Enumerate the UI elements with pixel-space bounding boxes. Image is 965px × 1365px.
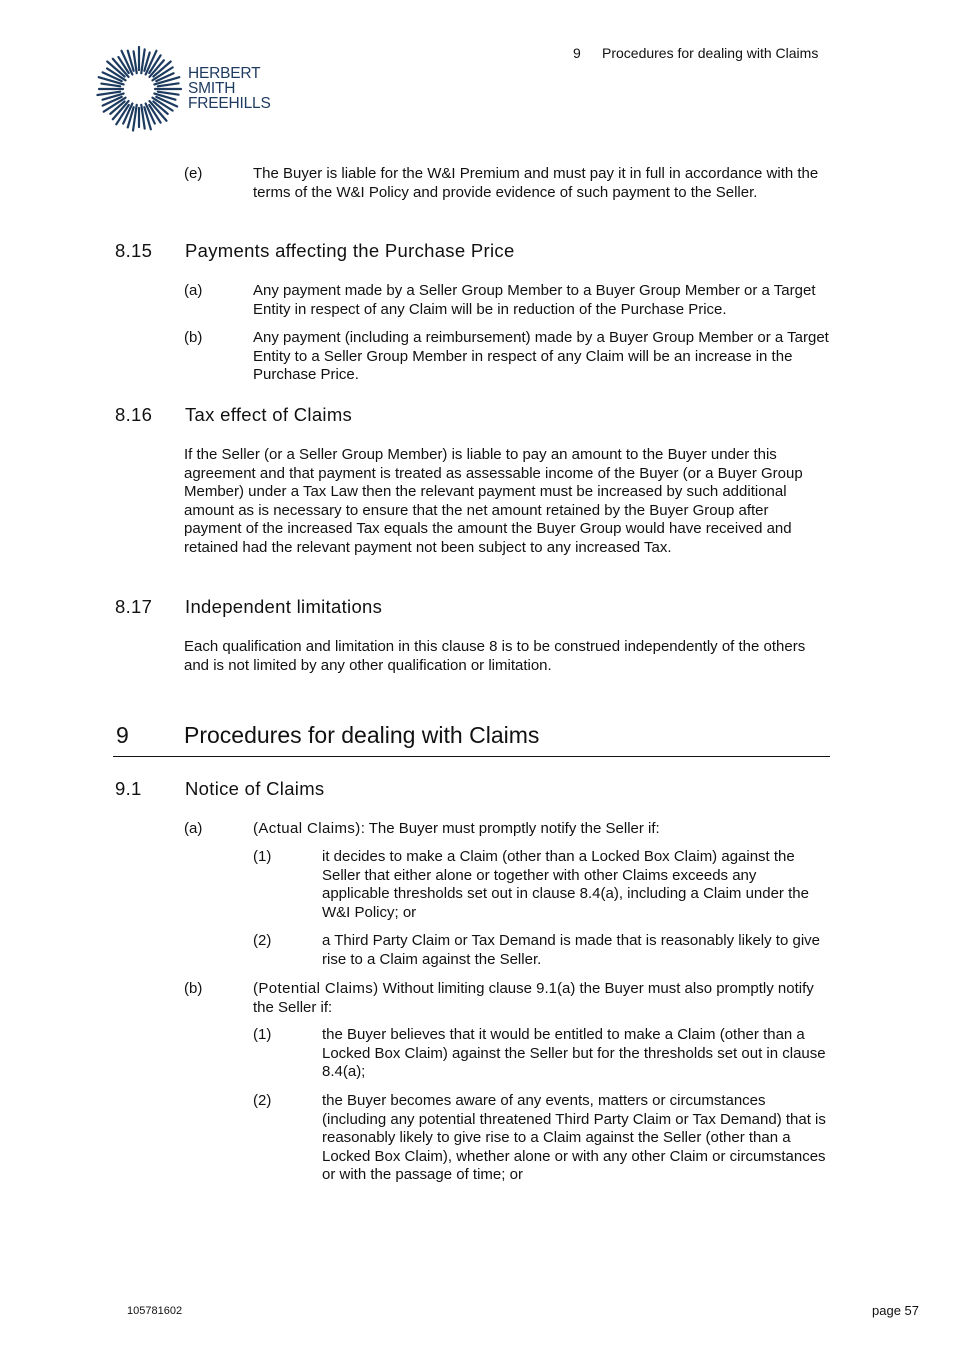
subitem-label: (2) xyxy=(253,1092,272,1109)
item-label: (a) xyxy=(184,282,203,299)
sunburst-icon xyxy=(96,46,182,132)
section-number: 8.15 xyxy=(115,240,153,261)
subitem-label: (1) xyxy=(253,848,272,865)
section-body: Each qualification and limitation in this clause 8 is to be construed independently of the others and is not limited by any other qualification or limitation. xyxy=(184,638,806,674)
firm-logo xyxy=(96,46,296,136)
subitem-text: the Buyer believes that it would be entitled to make a Claim (other than a Locked Box Claim) against the Seller but for the thresholds set out in clause 8.4(a); xyxy=(322,1026,826,1080)
subitem-label: (2) xyxy=(253,932,272,949)
logo-line-3: FREEHILLS xyxy=(188,95,271,112)
document-id: 105781602 xyxy=(127,1305,183,1317)
subitem-text: it decides to make a Claim (other than a Locked Box Claim) against the Seller that either alone or together with other Claims exceeds any applicable thresholds set out in clause 8.4(a), including a Claim under the W&I Policy; or xyxy=(322,848,809,921)
section-title: Tax effect of Claims xyxy=(185,404,353,425)
subitem-text: a Third Party Claim or Tax Demand is made that is reasonably likely to give rise to a Claim against the Seller. xyxy=(322,932,820,968)
logo-line-2: SMITH xyxy=(188,80,236,97)
running-header-title: Procedures for dealing with Claims xyxy=(602,45,819,61)
defined-term: (Actual Claims) xyxy=(253,820,361,837)
section-number: 8.16 xyxy=(115,404,153,425)
subitem-label: (1) xyxy=(253,1026,272,1043)
item-text: Any payment (including a reimbursement) made by a Buyer Group Member or a Target Entity to a Seller Group Member in respect of any Claim will be an increase in the Purchase Price. xyxy=(253,329,829,383)
item-text-rest: : The Buyer must promptly notify the Seller if: xyxy=(360,820,660,837)
section-number: 8.17 xyxy=(115,596,153,617)
defined-term: (Potential Claims) xyxy=(253,980,379,997)
section-title: Independent limitations xyxy=(185,596,383,617)
logo-wordmark xyxy=(188,66,271,111)
item-text xyxy=(253,820,828,839)
item-label: (b) xyxy=(184,980,203,997)
item-label: (e) xyxy=(184,165,203,182)
section-title: Payments affecting the Purchase Price xyxy=(185,240,515,261)
item-label: (a) xyxy=(184,820,203,837)
running-header xyxy=(573,45,818,61)
item-text: Any payment made by a Seller Group Member to a Buyer Group Member or a Target Entity in respect of any Claim will be in reduction of the Purchase Price. xyxy=(253,282,816,318)
section-body: If the Seller (or a Seller Group Member) is liable to pay an amount to the Buyer under this agreement and that payment is treated as assessable income of the Buyer (or a Buyer Group Member) under a Tax Law then the relevant payment must be increased by such additional amount as is necessary to ensure that the net amount retained by the Buyer Group after payment of the increased Tax equals the amount the Buyer Group would have received and retained had the relevant payment not been subject to any increased Tax. xyxy=(184,446,803,556)
chapter-number: 9 xyxy=(116,722,129,748)
item-text: The Buyer is liable for the W&I Premium and must pay it in full in accordance with the terms of the W&I Policy and provide evidence of such payment to the Seller. xyxy=(253,165,819,201)
running-header-number: 9 xyxy=(573,45,581,61)
item-label: (b) xyxy=(184,329,203,346)
section-number: 9.1 xyxy=(115,778,142,799)
chapter-heading-9 xyxy=(113,722,830,757)
logo-line-1: HERBERT xyxy=(188,65,261,82)
page-number: page 57 xyxy=(872,1303,919,1318)
chapter-title: Procedures for dealing with Claims xyxy=(184,722,540,748)
subitem-text: the Buyer becomes aware of any events, matters or circumstances (including any potential threatened Third Party Claim or Tax Demand) that is reasonably likely to give rise to a Claim against the Seller (other than a Locked Box Claim), whether alone or with any other Claim or circumstances or with the passage of time; or xyxy=(322,1092,826,1183)
item-text-rest: Without limiting clause 9.1(a) the Buyer must also promptly notify the Seller if: xyxy=(253,980,814,1016)
section-title: Notice of Claims xyxy=(185,778,325,799)
item-text xyxy=(253,980,828,1017)
